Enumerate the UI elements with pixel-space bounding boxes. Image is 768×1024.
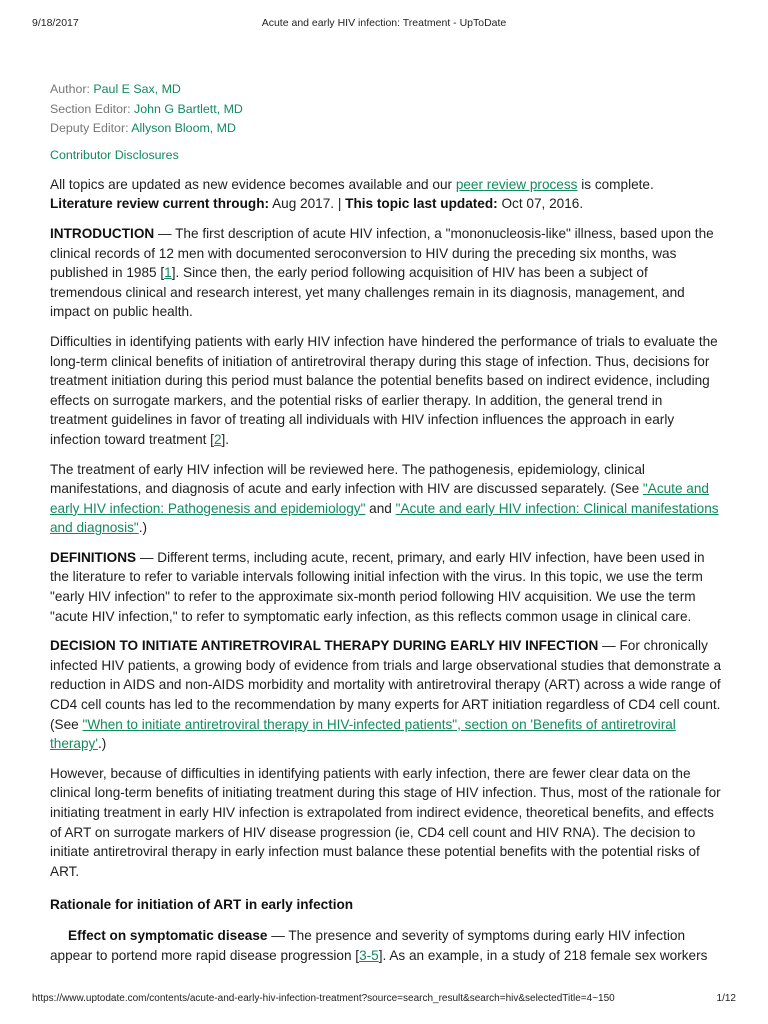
clinical-manifestations-topic-link[interactable]: "Acute and early HIV infection: Clinical manifestations and diagnosis"	[50, 500, 719, 536]
update-notice	[50, 175, 722, 214]
definitions-text: — Different terms, including acute, recent, primary, and early HIV infection, have been used in the literature to refer to variable intervals following initial infection with the virus. In this topic, we use the term "early HIV infection" to refer to the approximate six-month period following HIV acquisition. We use the term "acute HIV infection," to refer to symptomatic early infection, as this reflects common usage in clinical care.	[50, 549, 705, 624]
decision-paragraph	[50, 636, 722, 754]
review-scope-paragraph	[50, 460, 722, 538]
review-text: The treatment of early HIV infection will be reviewed here. The pathogenesis, epidemiology, clinical manifestations, and diagnosis of acute and early infection with HIV are discussed separately. (See	[50, 461, 645, 497]
when-to-initiate-topic-link[interactable]: "When to initiate antiretroviral therapy in HIV-infected patients", section on 'Benefits of antiretroviral therapy'	[50, 716, 676, 752]
print-header	[32, 17, 736, 31]
effect-text: — The presence and severity of symptoms during early HIV infection appear to portend more rapid disease progression [	[50, 927, 686, 963]
definitions-heading: DEFINITIONS	[50, 549, 137, 565]
last-updated-label: This topic last updated:	[345, 196, 498, 212]
print-page-title: Acute and early HIV infection: Treatment - UpToDate	[261, 17, 507, 29]
effect-heading: Effect on symptomatic disease	[68, 927, 268, 943]
introduction-text-end: ]. Since then, the early period following acquisition of HIV has been a subject of tremendous clinical and research interest, yet many challenges remain in its diagnosis, management, and impact on public health.	[50, 265, 685, 320]
effect-paragraph	[50, 926, 722, 965]
contributor-disclosures-link[interactable]: Contributor Disclosures	[50, 147, 179, 162]
difficulties-text-end: ].	[221, 431, 230, 447]
difficulties-text: Difficulties in identifying patients with early HIV infection have hindered the performance of trials to evaluate the long-term clinical benefits of initiation of antiretroviral therapy during this stage of infection. Thus, decisions for treatment initiation during this period must balance the potential benefits based on indirect evidence, including effects on surrogate markers, and the potential risks of earlier therapy. In addition, the general trend in treatment guidelines in favor of treating all individuals with HIV infection influences the approach in early infection toward treatment [	[50, 333, 718, 447]
author-label: Author:	[50, 82, 90, 96]
section-editor-label: Section Editor:	[50, 101, 131, 116]
page-number: 1/12	[716, 993, 736, 1004]
lit-review-value: Aug 2017. |	[269, 196, 346, 212]
print-url: https://www.uptodate.com/contents/acute-and-early-hiv-infection-treatment?source=search_result&search=hiv&selectedTitle=4~150	[32, 993, 615, 1004]
reference-3-5-link[interactable]: 3-5	[359, 947, 379, 963]
introduction-paragraph	[50, 224, 722, 322]
deputy-editor-label: Deputy Editor:	[50, 121, 129, 136]
rationale-heading: Rationale for initiation of ART in early infection	[50, 897, 354, 913]
pathogenesis-topic-link[interactable]: "Acute and early HIV infection: Pathogenesis and epidemiology"	[50, 481, 709, 516]
effect-text-end: ]. As an example, in a study of 218 female sex workers	[378, 947, 708, 963]
article-body	[50, 80, 722, 965]
deputy-editor-link[interactable]: Allyson Bloom, MD	[131, 121, 236, 136]
last-updated-value: Oct 07, 2016.	[497, 196, 584, 212]
review-text-and: and	[365, 500, 396, 516]
introduction-heading: INTRODUCTION	[50, 225, 155, 241]
decision-text: — For chronically infected HIV patients, a growing body of evidence from trials and large observational studies that demonstrate a reduction in AIDS and non-AIDS morbidity and mortality with antiretroviral therapy (ART) across a wide range of CD4 cell counts has led to the recommendation by many experts for ART initiation regardless of CD4 cell count. (See	[50, 638, 722, 732]
print-footer	[32, 993, 736, 1007]
definitions-paragraph	[50, 548, 722, 626]
reference-1-link[interactable]: 1	[164, 265, 172, 281]
section-editor-link[interactable]: John G Bartlett, MD	[134, 101, 243, 116]
decision-heading: DECISION TO INITIATE ANTIRETROVIRAL THERAPY DURING EARLY HIV INFECTION	[50, 638, 599, 654]
author-line	[50, 80, 722, 100]
review-text-end: .)	[138, 520, 148, 536]
lit-review-label: Literature review current through:	[50, 196, 270, 212]
reference-2-link[interactable]: 2	[213, 431, 222, 447]
section-editor-line	[50, 100, 722, 120]
decision-text-end: .)	[97, 736, 107, 752]
deputy-editor-line	[50, 119, 722, 139]
update-text: All topics are updated as new evidence becomes available and our	[50, 176, 456, 192]
introduction-text: — The first description of acute HIV infection, a "mononucleosis-like" illness, based upon the clinical records of 12 men with documented seroconversion to HIV during the preceding six months, was published in 1985 [	[50, 225, 714, 281]
update-text-end: is complete.	[577, 176, 654, 192]
however-paragraph: However, because of difficulties in identifying patients with early infection, there are fewer clear data on the clinical long-term benefits of initiating treatment during this stage of HIV infection. Thus, most of the rationale for initiating treatment in early HIV infection is extrapolated from indirect evidence, theoretical benefits, and effects of ART on surrogate markers of HIV disease progression (ie, CD4 cell count and HIV RNA). The decision to initiate antiretroviral therapy in early infection must balance these potential benefits with the potential risks of ART.	[50, 765, 721, 879]
peer-review-link[interactable]: peer review process	[455, 176, 578, 192]
difficulties-paragraph	[50, 332, 722, 450]
print-date: 9/18/2017	[32, 17, 79, 29]
author-link[interactable]: Paul E Sax, MD	[93, 82, 181, 96]
